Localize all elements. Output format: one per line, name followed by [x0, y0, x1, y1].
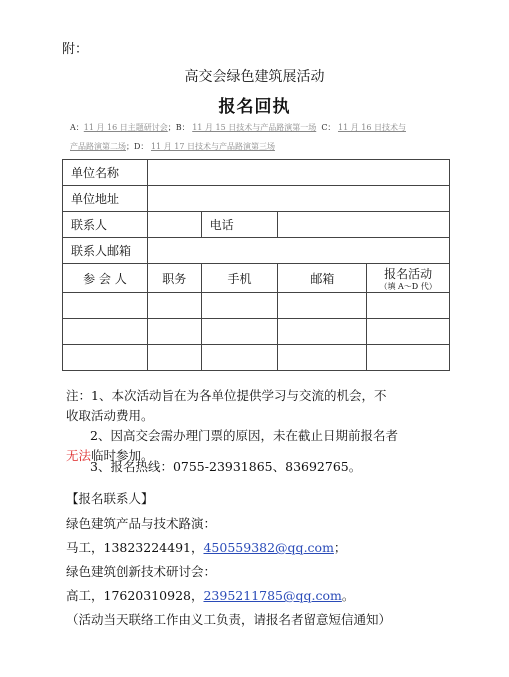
option-d-prefix: ；D： — [126, 142, 149, 151]
activity-options-line-1 — [70, 122, 406, 133]
contacts-section-2: 绿色建筑创新技术研讨会： — [66, 564, 217, 579]
table-cell[interactable] — [367, 319, 450, 345]
activity-header-note: （填 A～D 代） — [379, 281, 437, 291]
note-red-text: 无法 — [66, 448, 92, 463]
table-cell[interactable] — [63, 293, 148, 319]
option-b-prefix: ；B： — [167, 123, 190, 132]
attendee-header: 参 会 人 — [63, 264, 148, 293]
contacts-footer: （活动当天联络工作由义工负责，请报名者留意短信通知） — [66, 612, 392, 627]
unit-name-field[interactable] — [147, 160, 449, 186]
unit-name-label: 单位名称 — [63, 160, 148, 186]
mobile-header: 手机 — [201, 264, 278, 293]
table-cell[interactable] — [63, 345, 148, 371]
note-line-4-text: 临时参加。 — [91, 448, 154, 463]
table-row — [63, 319, 450, 345]
contact-person-1-email-link[interactable]: 450559382@qq.com — [203, 540, 334, 555]
unit-address-label: 单位地址 — [63, 186, 148, 212]
document-title: 高交会绿色建筑展活动 — [184, 69, 325, 85]
contact-email-field[interactable] — [147, 238, 449, 264]
contact-person-2-text: 高工，17620310928， — [66, 588, 204, 603]
option-a-text: 11 月 16 日主题研讨会 — [83, 123, 168, 132]
option-c-prefix: C： — [321, 123, 336, 132]
option-d-text: 11 月 17 日技术与产品路演第三场 — [150, 142, 275, 151]
table-cell[interactable] — [147, 293, 201, 319]
table-cell[interactable] — [201, 319, 278, 345]
option-c-text-2: 产品路演第二场 — [70, 142, 126, 151]
table-cell[interactable] — [147, 345, 201, 371]
note-line-5: 3、报名热线：0755-23931865、83692765。 — [90, 459, 362, 474]
email-header: 邮箱 — [278, 264, 367, 293]
note-line-3: 2、因高交会需办理门票的原因，未在截止日期前报名者 — [90, 428, 398, 443]
contact-email-label: 联系人邮箱 — [63, 238, 148, 264]
contact-person-1-text: 马工，13823224491， — [66, 540, 204, 555]
option-c-text-1: 11 月 16 日技术与 — [337, 123, 406, 132]
attachment-label: 附： — [62, 42, 89, 57]
activity-options-line-2 — [70, 141, 275, 152]
table-cell[interactable] — [367, 293, 450, 319]
registration-form-table — [62, 159, 450, 371]
table-cell[interactable] — [367, 345, 450, 371]
table-cell[interactable] — [147, 319, 201, 345]
table-cell[interactable] — [278, 293, 367, 319]
contact-person-2-end: 。 — [341, 588, 355, 603]
contacts-section-1: 绿色建筑产品与技术路演： — [66, 516, 217, 531]
contacts-heading: 【报名联系人】 — [66, 491, 154, 506]
contact-field[interactable] — [147, 212, 201, 238]
table-cell[interactable] — [278, 345, 367, 371]
phone-field[interactable] — [278, 212, 450, 238]
table-cell[interactable] — [63, 319, 148, 345]
table-cell[interactable] — [201, 293, 278, 319]
activity-header-label: 报名活动 — [384, 266, 433, 281]
activity-header — [367, 264, 450, 293]
note-line-1: 注：1、本次活动旨在为各单位提供学习与交流的机会，不 — [66, 388, 387, 403]
contact-person-1-end: ； — [333, 540, 347, 555]
contact-person-2 — [66, 586, 354, 604]
option-b-text: 11 月 15 日技术与产品路演第一场 — [192, 123, 317, 132]
table-cell[interactable] — [201, 345, 278, 371]
phone-label: 电话 — [201, 212, 278, 238]
contact-person-1 — [66, 538, 346, 556]
contact-label: 联系人 — [63, 212, 148, 238]
position-header: 职务 — [147, 264, 201, 293]
unit-address-field[interactable] — [147, 186, 449, 212]
option-a-prefix: A： — [70, 123, 84, 132]
document-subtitle: 报名回执 — [218, 97, 291, 117]
table-cell[interactable] — [278, 319, 367, 345]
contact-person-2-email-link[interactable]: 2395211785@qq.com — [203, 588, 342, 603]
table-row — [63, 345, 450, 371]
table-row — [63, 293, 450, 319]
note-line-2: 收取活动费用。 — [66, 408, 154, 423]
